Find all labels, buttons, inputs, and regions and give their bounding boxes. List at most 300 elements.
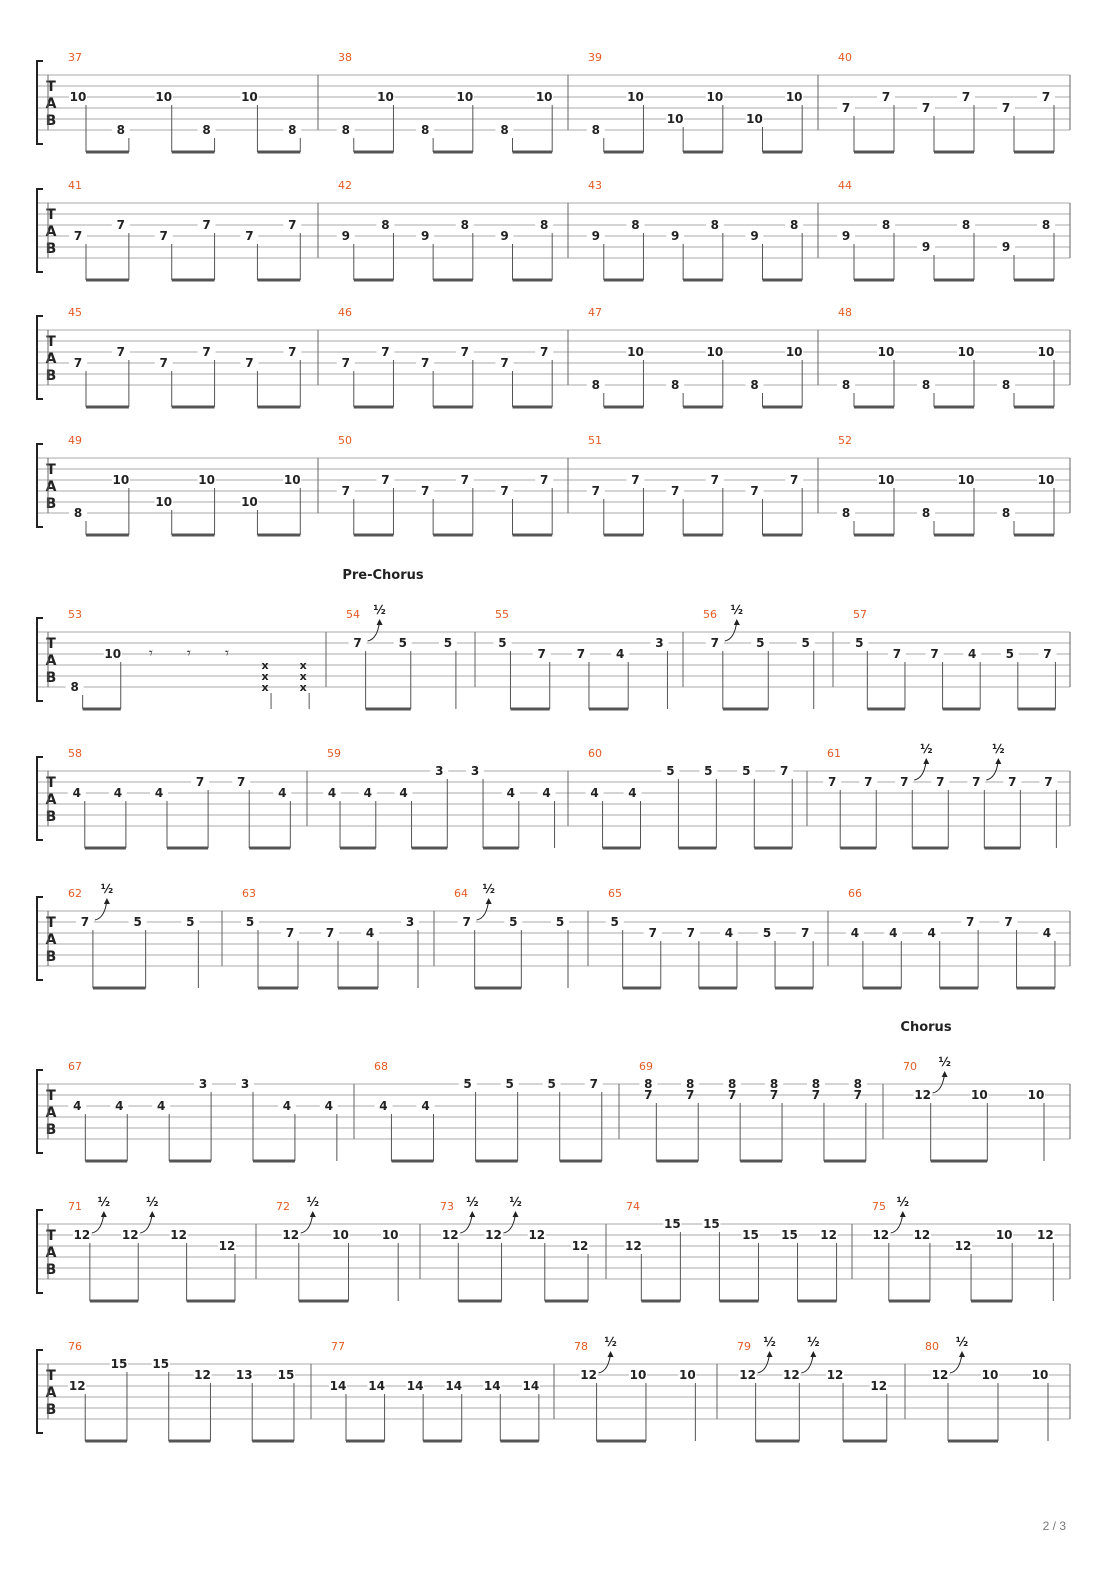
measure-68 xyxy=(374,1060,603,1161)
fret-number: 5 xyxy=(1005,647,1014,661)
fret-number: 10 xyxy=(456,90,474,104)
bend-arrowhead xyxy=(734,619,740,625)
fret-number: 10 xyxy=(1037,473,1055,487)
fret-number: 5 xyxy=(133,915,142,929)
fret-number: 14 xyxy=(522,1379,540,1393)
fret-number: 7 xyxy=(930,647,939,661)
fret-number: 7 xyxy=(900,775,909,789)
tab-system-6 xyxy=(37,742,1070,848)
fret-number: 12 xyxy=(194,1368,211,1382)
bend-arrowhead xyxy=(104,898,110,904)
fret-number: 7 xyxy=(353,636,362,650)
measure-number: 80 xyxy=(925,1340,939,1353)
measure-40 xyxy=(837,51,1055,152)
fret-number: 7 xyxy=(73,356,83,370)
measure-number: 79 xyxy=(737,1340,751,1353)
fret-number: 5 xyxy=(547,1077,556,1091)
fret-number: 8 xyxy=(921,378,931,392)
fret-number: 10 xyxy=(332,1228,349,1242)
fret-number: 7 xyxy=(589,1077,598,1091)
measure-number: 46 xyxy=(338,306,352,319)
fret-number: 10 xyxy=(627,90,644,104)
fret-number: 4 xyxy=(379,1099,388,1113)
measure-number: 57 xyxy=(853,608,867,621)
measure-number: 55 xyxy=(495,608,509,621)
fret-number: 10 xyxy=(706,90,724,104)
fret-number: 5 xyxy=(463,1077,472,1091)
fret-number: 10 xyxy=(666,112,684,126)
measure-77 xyxy=(329,1340,540,1441)
fret-number: 7 xyxy=(1001,101,1011,115)
fret-number: 4 xyxy=(72,786,81,800)
measure-62 xyxy=(68,882,199,988)
fret-number: 3 xyxy=(405,915,415,929)
measure-39 xyxy=(587,51,803,152)
fret-number: 7 xyxy=(965,915,975,929)
fret-number: 7 xyxy=(73,229,83,243)
fret-number: 15 xyxy=(110,1357,128,1371)
dead-note: x xyxy=(261,681,269,694)
fret-number: 5 xyxy=(855,636,864,650)
fret-number: 7 xyxy=(381,473,390,487)
measure-38 xyxy=(337,51,553,152)
fret-number: 8 xyxy=(853,1077,863,1091)
measure-64 xyxy=(454,882,569,988)
measure-number: 77 xyxy=(331,1340,345,1353)
tab-clef-letter: T xyxy=(46,636,56,652)
measure-number: 68 xyxy=(374,1060,388,1073)
measure-number: 49 xyxy=(68,434,82,447)
measure-49 xyxy=(68,434,301,535)
fret-number: 5 xyxy=(666,764,675,778)
fret-number: 7 xyxy=(710,636,719,650)
measure-number: 51 xyxy=(588,434,602,447)
bend-label: ½ xyxy=(146,1195,159,1209)
measure-number: 63 xyxy=(242,887,256,900)
measure-54 xyxy=(346,603,457,709)
tab-clef-letter: B xyxy=(45,809,57,825)
measure-72 xyxy=(276,1195,399,1301)
fret-number: 7 xyxy=(591,484,600,498)
measure-42 xyxy=(337,179,553,280)
measure-number: 75 xyxy=(872,1200,886,1213)
measure-66 xyxy=(846,887,1056,988)
fret-number: 12 xyxy=(914,1088,932,1102)
fret-number: 10 xyxy=(995,1228,1013,1242)
tab-clef-letter: T xyxy=(46,915,56,931)
bend-label: ½ xyxy=(938,1055,951,1069)
fret-number: 7 xyxy=(780,764,789,778)
tab-clef-letter: B xyxy=(45,1122,57,1138)
fret-number: 7 xyxy=(116,218,126,232)
measure-61 xyxy=(823,742,1057,848)
tab-clef-letter: B xyxy=(45,368,57,384)
bend-label: ½ xyxy=(896,1195,910,1209)
fret-number: 10 xyxy=(155,495,173,509)
fret-number: 10 xyxy=(627,345,644,359)
fret-number: 8 xyxy=(381,218,390,232)
fret-number: 8 xyxy=(288,123,297,137)
dead-note: x xyxy=(299,659,307,672)
fret-number: 8 xyxy=(727,1077,737,1091)
fret-number: 8 xyxy=(460,218,470,232)
tab-clef-letter: A xyxy=(45,932,57,948)
fret-number: 9 xyxy=(591,229,600,243)
fret-number: 12 xyxy=(571,1239,589,1253)
measure-number: 53 xyxy=(68,608,82,621)
fret-number: 7 xyxy=(285,926,295,940)
tab-system-1 xyxy=(37,51,1070,152)
fret-number: 8 xyxy=(500,123,509,137)
tab-clef-letter: B xyxy=(45,496,57,512)
fret-number: 7 xyxy=(670,484,680,498)
measure-number: 45 xyxy=(68,306,82,319)
bend-label: ½ xyxy=(373,603,386,617)
fret-number: 7 xyxy=(116,345,126,359)
fret-number: 7 xyxy=(341,484,350,498)
bend-arrowhead xyxy=(486,898,492,904)
fret-number: 7 xyxy=(790,473,799,487)
measure-number: 59 xyxy=(327,747,341,760)
bend-arrowhead xyxy=(810,1351,816,1357)
fret-number: 7 xyxy=(288,345,297,359)
fret-number: 8 xyxy=(921,506,931,520)
tab-clef-letter: A xyxy=(45,224,57,240)
fret-number: 4 xyxy=(850,926,860,940)
fret-number: 7 xyxy=(828,775,837,789)
fret-number: 4 xyxy=(73,1099,82,1113)
fret-number: 7 xyxy=(769,1088,779,1102)
measure-number: 78 xyxy=(574,1340,588,1353)
bend-arrowhead xyxy=(310,1211,316,1217)
fret-number: 12 xyxy=(528,1228,546,1242)
fret-number: 8 xyxy=(790,218,799,232)
fret-number: 15 xyxy=(703,1217,720,1231)
fret-number: 14 xyxy=(406,1379,424,1393)
measure-45 xyxy=(68,306,301,407)
fret-number: 10 xyxy=(381,1228,399,1242)
fret-number: 7 xyxy=(460,345,470,359)
system-bracket xyxy=(37,1210,43,1293)
fret-number: 10 xyxy=(785,345,803,359)
tab-system-2 xyxy=(37,179,1070,280)
bend-arrowhead xyxy=(942,1071,948,1077)
system-bracket xyxy=(37,61,43,144)
measure-number: 54 xyxy=(346,608,360,621)
fret-number: 10 xyxy=(629,1368,647,1382)
measure-43 xyxy=(587,179,803,280)
fret-number: 4 xyxy=(154,786,164,800)
bend-arrowhead xyxy=(149,1211,155,1217)
fret-number: 12 xyxy=(826,1368,844,1382)
fret-number: 7 xyxy=(245,356,254,370)
fret-number: 7 xyxy=(500,356,509,370)
fret-number: 7 xyxy=(341,356,350,370)
tab-clef-letter: A xyxy=(45,96,57,112)
measure-number: 67 xyxy=(68,1060,82,1073)
fret-number: 7 xyxy=(1004,915,1013,929)
fret-number: 7 xyxy=(631,473,640,487)
fret-number: 7 xyxy=(892,647,902,661)
fret-number: 5 xyxy=(498,636,507,650)
bend-label: ½ xyxy=(306,1195,319,1209)
measure-number: 76 xyxy=(68,1340,82,1353)
fret-number: 4 xyxy=(324,1099,334,1113)
fret-number: 8 xyxy=(1041,218,1051,232)
fret-number: 9 xyxy=(921,240,931,254)
fret-number: 4 xyxy=(282,1099,292,1113)
fret-number: 10 xyxy=(877,345,895,359)
fret-number: 10 xyxy=(283,473,301,487)
fret-number: 10 xyxy=(241,495,258,509)
fret-number: 4 xyxy=(616,647,625,661)
fret-number: 10 xyxy=(241,90,258,104)
fret-number: 7 xyxy=(420,484,430,498)
fret-number: 12 xyxy=(170,1228,187,1242)
fret-number: 8 xyxy=(841,506,851,520)
measure-number: 58 xyxy=(68,747,82,760)
eighth-rest: 𝄾 xyxy=(224,644,229,662)
fret-number: 8 xyxy=(841,378,851,392)
fret-number: 8 xyxy=(591,378,600,392)
tab-clef-letter: A xyxy=(45,351,57,367)
measure-50 xyxy=(337,434,553,535)
measure-37 xyxy=(68,51,301,152)
bend-arrowhead xyxy=(608,1351,614,1357)
tab-clef-letter: T xyxy=(46,1368,56,1384)
eighth-rest: 𝄾 xyxy=(148,644,153,662)
dead-note: x xyxy=(299,681,307,694)
bend-arrowhead xyxy=(513,1211,519,1217)
tab-clef-letter: A xyxy=(45,653,57,669)
bend-arrowhead xyxy=(923,758,929,764)
tab-clef-letter: A xyxy=(45,792,57,808)
measure-76 xyxy=(68,1340,295,1441)
measure-number: 74 xyxy=(626,1200,640,1213)
fret-number: 7 xyxy=(811,1088,821,1102)
bend-label: ½ xyxy=(955,1335,969,1349)
fret-number: 4 xyxy=(1042,926,1052,940)
fret-number: 12 xyxy=(282,1228,300,1242)
bend-label: ½ xyxy=(482,882,495,896)
fret-number: 10 xyxy=(198,473,215,487)
tab-clef-letter: T xyxy=(46,775,56,791)
fret-number: 7 xyxy=(961,90,971,104)
fret-number: 8 xyxy=(811,1077,821,1091)
fret-number: 4 xyxy=(628,786,637,800)
fret-number: 8 xyxy=(644,1077,653,1091)
fret-number: 9 xyxy=(420,229,430,243)
tab-clef-letter: B xyxy=(45,113,57,129)
bend-label: ½ xyxy=(730,603,744,617)
fret-number: 7 xyxy=(750,484,759,498)
tab-clef-letter: A xyxy=(45,1245,57,1261)
fret-number: 5 xyxy=(509,915,518,929)
fret-number: 12 xyxy=(872,1228,890,1242)
system-bracket xyxy=(37,1070,43,1153)
bend-arrowhead xyxy=(377,619,383,625)
measure-number: 50 xyxy=(338,434,352,447)
fret-number: 4 xyxy=(590,786,599,800)
measure-59 xyxy=(323,747,556,848)
fret-number: 10 xyxy=(377,90,394,104)
fret-number: 7 xyxy=(1043,647,1052,661)
fret-number: 9 xyxy=(1001,240,1011,254)
fret-number: 7 xyxy=(1008,775,1017,789)
fret-number: 12 xyxy=(954,1239,972,1253)
fret-number: 5 xyxy=(555,915,565,929)
fret-number: 7 xyxy=(727,1088,737,1102)
fret-number: 3 xyxy=(655,636,664,650)
fret-number: 9 xyxy=(670,229,680,243)
fret-number: 8 xyxy=(670,378,680,392)
fret-number: 5 xyxy=(762,926,772,940)
fret-number: 9 xyxy=(841,229,851,243)
fret-number: 12 xyxy=(441,1228,459,1242)
fret-number: 9 xyxy=(341,229,350,243)
fret-number: 5 xyxy=(443,636,453,650)
measure-56 xyxy=(703,603,815,709)
fret-number: 12 xyxy=(1036,1228,1054,1242)
fret-number: 7 xyxy=(288,218,297,232)
fret-number: 12 xyxy=(870,1379,888,1393)
tab-clef-letter: A xyxy=(45,1105,57,1121)
fret-number: 3 xyxy=(240,1077,250,1091)
bend-label: ½ xyxy=(604,1335,617,1349)
fret-number: 10 xyxy=(69,90,87,104)
dead-note: x xyxy=(261,670,269,683)
section-heading: Pre-Chorus xyxy=(342,568,424,583)
fret-number: 7 xyxy=(936,775,945,789)
fret-number: 5 xyxy=(398,636,407,650)
fret-number: 4 xyxy=(724,926,734,940)
fret-number: 9 xyxy=(750,229,759,243)
measure-79 xyxy=(737,1335,888,1441)
fret-number: 5 xyxy=(704,764,713,778)
fret-number: 10 xyxy=(679,1368,696,1382)
fret-number: 10 xyxy=(957,473,975,487)
fret-number: 10 xyxy=(746,112,763,126)
fret-number: 7 xyxy=(381,345,390,359)
tab-clef-letter: T xyxy=(46,1088,56,1104)
tab-clef-letter: T xyxy=(46,462,56,478)
fret-number: 5 xyxy=(756,636,765,650)
measure-41 xyxy=(68,179,301,280)
fret-number: 14 xyxy=(445,1379,463,1393)
fret-number: 5 xyxy=(801,636,810,650)
fret-number: 12 xyxy=(931,1368,949,1382)
fret-number: 7 xyxy=(1041,90,1051,104)
fret-number: 7 xyxy=(237,775,246,789)
measure-67 xyxy=(68,1060,338,1161)
measure-48 xyxy=(837,306,1055,407)
measure-number: 66 xyxy=(848,887,862,900)
fret-number: 4 xyxy=(156,1099,166,1113)
measure-47 xyxy=(587,306,803,407)
fret-number: 12 xyxy=(485,1228,502,1242)
measure-number: 70 xyxy=(903,1060,917,1073)
fret-number: 10 xyxy=(877,473,895,487)
fret-number: 10 xyxy=(535,90,553,104)
fret-number: 8 xyxy=(73,506,83,520)
section-heading: Chorus xyxy=(900,1020,952,1035)
fret-number: 4 xyxy=(889,926,898,940)
fret-number: 8 xyxy=(631,218,640,232)
fret-number: 4 xyxy=(363,786,372,800)
bend-arrowhead xyxy=(900,1211,906,1217)
system-bracket xyxy=(37,444,43,527)
fret-number: 12 xyxy=(218,1239,236,1253)
fret-number: 7 xyxy=(1044,775,1053,789)
measure-number: 64 xyxy=(454,887,468,900)
fret-number: 8 xyxy=(710,218,720,232)
measure-number: 40 xyxy=(838,51,852,64)
fret-number: 10 xyxy=(104,647,122,661)
tab-system-10 xyxy=(37,1335,1070,1441)
fret-number: 4 xyxy=(399,786,408,800)
fret-number: 12 xyxy=(913,1228,931,1242)
fret-number: 5 xyxy=(505,1077,514,1091)
fret-number: 5 xyxy=(186,915,195,929)
bend-arrowhead xyxy=(469,1211,475,1217)
measure-number: 52 xyxy=(838,434,852,447)
fret-number: 10 xyxy=(1037,345,1055,359)
measure-number: 43 xyxy=(588,179,602,192)
fret-number: 4 xyxy=(365,926,375,940)
measure-74 xyxy=(624,1200,837,1301)
measure-60 xyxy=(586,747,794,848)
fret-number: 8 xyxy=(540,218,549,232)
fret-number: 4 xyxy=(327,786,337,800)
fret-number: 10 xyxy=(1027,1088,1045,1102)
measure-number: 41 xyxy=(68,179,82,192)
fret-number: 10 xyxy=(1031,1368,1049,1382)
fret-number: 7 xyxy=(648,926,657,940)
fret-number: 15 xyxy=(664,1217,681,1231)
bend-arrowhead xyxy=(767,1351,773,1357)
measure-55 xyxy=(493,608,668,709)
tab-clef-letter: B xyxy=(45,949,57,965)
tab-system-7 xyxy=(37,882,1070,988)
fret-number: 8 xyxy=(1001,506,1011,520)
bend-label: ½ xyxy=(763,1335,776,1349)
measure-number: 38 xyxy=(338,51,352,64)
tab-system-3 xyxy=(37,306,1070,407)
fret-number: 7 xyxy=(195,775,205,789)
fret-number: 8 xyxy=(202,123,211,137)
measure-number: 61 xyxy=(827,747,841,760)
fret-number: 7 xyxy=(710,473,720,487)
measure-number: 72 xyxy=(276,1200,290,1213)
fret-number: 8 xyxy=(70,680,79,694)
fret-number: 7 xyxy=(841,101,851,115)
bend-label: ½ xyxy=(100,882,114,896)
measure-number: 37 xyxy=(68,51,82,64)
fret-number: 3 xyxy=(470,764,480,778)
measure-number: 62 xyxy=(68,887,82,900)
measure-52 xyxy=(837,434,1055,535)
fret-number: 8 xyxy=(420,123,430,137)
fret-number: 10 xyxy=(970,1088,988,1102)
fret-number: 12 xyxy=(820,1228,837,1242)
system-bracket xyxy=(37,618,43,701)
system-bracket xyxy=(37,1350,43,1433)
fret-number: 4 xyxy=(506,786,515,800)
bend-label: ½ xyxy=(920,742,933,756)
tab-system-8 xyxy=(37,1020,1070,1161)
measure-number: 56 xyxy=(703,608,717,621)
fret-number: 7 xyxy=(644,1088,653,1102)
